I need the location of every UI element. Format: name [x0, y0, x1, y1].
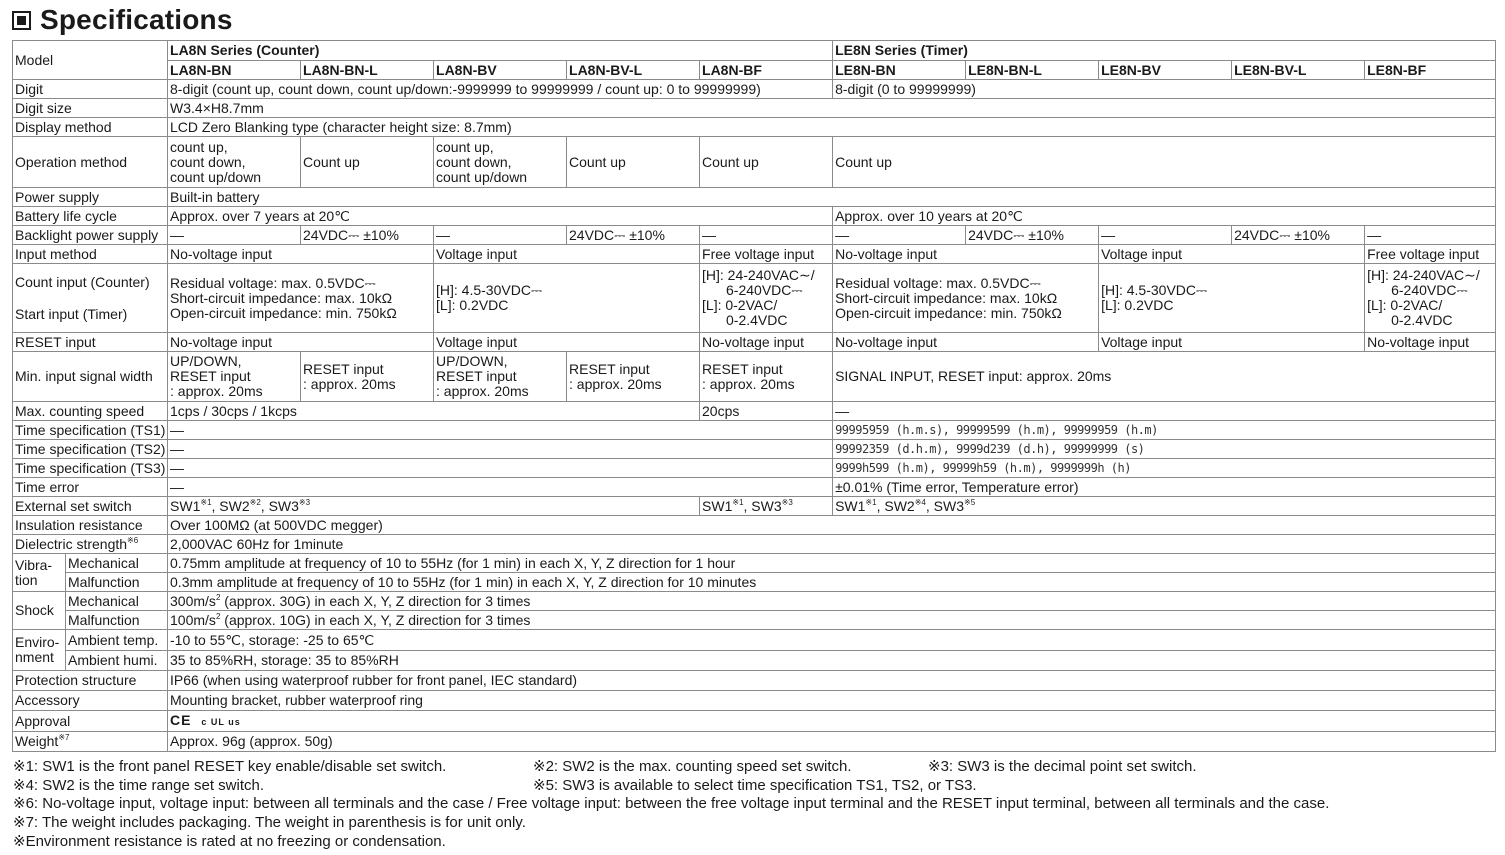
cell-value: [434, 264, 700, 333]
note-mark: ※6: [127, 535, 139, 545]
cell-value: —: [1365, 226, 1496, 245]
cell-line: count down,: [170, 153, 246, 170]
cell-value: —: [168, 440, 833, 459]
cell-line: 0-2.4VDC: [726, 312, 788, 328]
square-bullet-icon: [12, 11, 31, 30]
table-row: [13, 80, 1496, 99]
cell-value: 99992359 (d.h.m), 9999d239 (d.h), 99999999 (s): [833, 440, 1496, 459]
page-title: Specifications: [40, 4, 233, 35]
cell-line: [L]: 0.2VDC: [436, 297, 509, 313]
table-row: [13, 497, 1496, 516]
cell-value: Count up: [301, 137, 434, 188]
table-row: [13, 732, 1496, 752]
cell-value: Count up: [700, 137, 833, 188]
ul-mark-text: c UL us: [201, 716, 241, 727]
footnote: ※6: No-voltage input, voltage input: between all terminals and the case / Free voltage input: between the free voltage input terminal and the RESET input terminal, between all terminals and the case.: [13, 795, 1330, 813]
cell-line: count up/down: [436, 168, 528, 185]
cell-value: 20cps: [700, 402, 833, 421]
cell-value: —: [168, 421, 833, 440]
table-row: [13, 711, 1496, 732]
cell-value: Built-in battery: [168, 188, 1496, 207]
row-label: Display method: [13, 118, 168, 137]
cell-line: Residual voltage: max. 0.5VDC⎓: [170, 274, 376, 291]
cell-value: [833, 264, 1099, 333]
cell-value: IP66 (when using waterproof rubber for front panel, IEC standard): [168, 671, 1496, 691]
cell-value: —: [833, 402, 1496, 421]
footnotes: [13, 758, 1493, 851]
cell-line: UP/DOWN,: [170, 353, 242, 369]
cell-value: [700, 352, 833, 402]
separator: ,: [925, 497, 934, 514]
model-name: LA8N-BV: [434, 61, 567, 80]
model-name: LE8N-BV-L: [1232, 61, 1365, 80]
cell-value: [567, 352, 700, 402]
table-row: [13, 207, 1496, 226]
row-label-line: Vibra-: [15, 556, 53, 573]
table-row: [13, 573, 1496, 592]
cell-line: : approx. 20ms: [702, 375, 795, 392]
cell-value: 24VDC⎓ ±10%: [966, 226, 1099, 245]
row-label: Time error: [13, 478, 168, 497]
footnote-row: [13, 758, 1493, 777]
separator: ,: [743, 497, 752, 514]
note-mark: ※1: [200, 497, 212, 507]
cell-line: : approx. 20ms: [436, 383, 529, 399]
table-row: [13, 651, 1496, 671]
cell-value: Over 100MΩ (at 500VDC megger): [168, 516, 1496, 535]
table-row: [13, 478, 1496, 497]
row-label: [13, 732, 168, 752]
cell-line: [L]: 0-2VAC/: [702, 297, 778, 313]
cell-value: 35 to 85%RH, storage: 35 to 85%RH: [168, 651, 1496, 671]
cell-value: [168, 497, 700, 516]
cell-line: count up/down: [170, 168, 262, 185]
cell-value: Approx. over 7 years at 20℃: [168, 207, 833, 226]
cell-value: No-voltage input: [833, 245, 1099, 264]
model-name: LA8N-BF: [700, 61, 833, 80]
table-row: [13, 516, 1496, 535]
cell-value: 0.3mm amplitude at frequency of 10 to 55Hz (for 1 min) in each X, Y, Z direction for 10 minutes: [168, 573, 1496, 592]
row-label: Max. counting speed: [13, 402, 168, 421]
cell-line: Open-circuit impedance: min. 750kΩ: [835, 304, 1062, 321]
cell-text: 300m/s: [170, 592, 216, 609]
model-name: LE8N-BN-L: [966, 61, 1099, 80]
model-name: LE8N-BV: [1099, 61, 1232, 80]
table-row: [13, 535, 1496, 554]
note-mark: ※1: [865, 497, 877, 507]
row-label: Time specification (TS1): [13, 421, 168, 440]
cell-line: RESET input: [436, 368, 517, 384]
cell-value: No-voltage input: [700, 333, 833, 352]
cell-value: —: [1099, 226, 1232, 245]
row-label-text: Weight: [15, 733, 59, 749]
cell-line: [H]: 4.5-30VDC⎓: [1101, 282, 1208, 298]
cell-line: Residual voltage: max. 0.5VDC⎓: [835, 274, 1041, 291]
cell-text: 100m/s: [170, 611, 216, 628]
note-mark: ※3: [781, 497, 793, 507]
cell-value: 24VDC⎓ ±10%: [301, 226, 434, 245]
table-row: [13, 41, 1496, 61]
table-row: [13, 61, 1496, 80]
cell-text: (approx. 30G) in each X, Y, Z direction for 3 times: [220, 592, 531, 609]
cell-value: —: [700, 226, 833, 245]
cell-line: [H]: 4.5-30VDC⎓: [436, 282, 543, 298]
row-label: Time specification (TS3): [13, 459, 168, 478]
row-sublabel: Malfunction: [66, 573, 168, 592]
ce-mark-logo: CE: [170, 711, 192, 728]
cell-value: —: [833, 226, 966, 245]
switch-name: SW2: [884, 497, 915, 514]
model-name: LA8N-BN: [168, 61, 301, 80]
table-row: [13, 118, 1496, 137]
table-row: [13, 630, 1496, 651]
switch-name: SW1: [170, 497, 201, 514]
cell-value: [168, 137, 301, 188]
table-row: [13, 671, 1496, 691]
cell-value: Count up: [567, 137, 700, 188]
row-label: Power supply: [13, 188, 168, 207]
cell-value: ±0.01% (Time error, Temperature error): [833, 478, 1496, 497]
note-mark: ※3: [298, 497, 311, 507]
table-row: [13, 421, 1496, 440]
cell-text: (approx. 10G) in each X, Y, Z direction for 3 times: [220, 611, 531, 628]
separator: ,: [260, 497, 269, 514]
cell-value: [1099, 264, 1365, 333]
cell-value: [434, 352, 567, 402]
cell-value: Free voltage input: [1365, 245, 1496, 264]
ul-mark-logo: [201, 712, 240, 728]
cell-line: UP/DOWN,: [436, 353, 508, 369]
row-label: Approval: [13, 711, 168, 732]
cell-value: No-voltage input: [1365, 333, 1496, 352]
note-mark: ※5: [963, 497, 976, 507]
cell-value: Voltage input: [434, 333, 700, 352]
row-label: Accessory: [13, 691, 168, 711]
cell-line: RESET input: [303, 360, 384, 377]
cell-value: Free voltage input: [700, 245, 833, 264]
row-sublabel: Mechanical: [66, 554, 168, 573]
series-timer-header: LE8N Series (Timer): [833, 41, 1496, 61]
cell-line: Short-circuit impedance: max. 10kΩ: [835, 289, 1058, 306]
footnote: ※Environment resistance is rated at no freezing or condensation.: [13, 832, 446, 850]
cell-line: 0-2.4VDC: [1391, 312, 1453, 328]
cell-line: [L]: 0.2VDC: [1101, 297, 1174, 313]
row-label: Backlight power supply: [13, 226, 168, 245]
cell-value: [168, 264, 434, 333]
note-mark: ※2: [249, 497, 261, 507]
cell-value: [168, 711, 1496, 732]
table-row: [13, 137, 1496, 188]
cell-value: Count up: [833, 137, 1496, 188]
cell-line: RESET input: [170, 368, 251, 384]
row-label-text: Dielectric strength: [15, 535, 128, 552]
cell-value: Mounting bracket, rubber waterproof ring: [168, 691, 1496, 711]
row-label: RESET input: [13, 333, 168, 352]
cell-line: [H]: 24-240VAC∼/: [1367, 267, 1480, 283]
superscript: 2: [215, 611, 221, 621]
cell-value: —: [434, 226, 567, 245]
row-sublabel: Ambient temp.: [66, 630, 168, 651]
cell-value: [700, 264, 833, 333]
model-name: LE8N-BN: [833, 61, 966, 80]
row-label: Min. input signal width: [13, 352, 168, 402]
cell-line: [L]: 0-2VAC/: [1367, 297, 1443, 313]
footnote: ※3: SW3 is the decimal point set switch.: [928, 758, 1197, 775]
row-label-line: tion: [15, 571, 38, 588]
table-row: [13, 611, 1496, 630]
switch-name: SW2: [219, 497, 250, 514]
table-row: [13, 352, 1496, 402]
cell-value: Approx. 96g (approx. 50g): [168, 732, 1496, 752]
cell-value: Voltage input: [434, 245, 700, 264]
cell-value: 2,000VAC 60Hz for 1minute: [168, 535, 1496, 554]
table-row: [13, 245, 1496, 264]
note-mark: ※4: [914, 497, 926, 507]
table-row: [13, 691, 1496, 711]
cell-value: 1cps / 30cps / 1kcps: [168, 402, 700, 421]
model-name: LE8N-BF: [1365, 61, 1496, 80]
model-name: LA8N-BV-L: [567, 61, 700, 80]
footnote: ※7: The weight includes packaging. The weight in parenthesis is for unit only.: [13, 814, 526, 832]
row-sublabel: Malfunction: [66, 611, 168, 630]
row-label: Operation method: [13, 137, 168, 188]
switch-name: SW1: [835, 497, 866, 514]
cell-line: : approx. 20ms: [303, 375, 396, 392]
cell-value: 99995959 (h.m.s), 99999599 (h.m), 99999959 (h.m): [833, 421, 1496, 440]
footnote: ※1: SW1 is the front panel RESET key enable/disable set switch.: [13, 758, 447, 775]
table-row: [13, 592, 1496, 611]
footnote: ※4: SW2 is the time range set switch.: [13, 776, 264, 794]
cell-value: W3.4×H8.7mm: [168, 99, 1496, 118]
row-label-line: nment: [15, 649, 54, 665]
cell-value: No-voltage input: [168, 245, 434, 264]
cell-line: count up,: [170, 138, 228, 155]
row-label: Digit size: [13, 99, 168, 118]
cell-value: [434, 137, 567, 188]
table-row: [13, 99, 1496, 118]
separator: ,: [876, 497, 885, 514]
cell-value: [168, 352, 301, 402]
row-label: Protection structure: [13, 671, 168, 691]
spacer: [15, 290, 165, 307]
switch-name: SW3: [268, 497, 299, 514]
row-label-line: Start input (Timer): [15, 305, 128, 322]
footnote-row: [13, 833, 1493, 852]
cell-value: LCD Zero Blanking type (character height size: 8.7mm): [168, 118, 1496, 137]
table-row: [13, 264, 1496, 333]
series-counter-header: LA8N Series (Counter): [168, 41, 833, 61]
row-label: Digit: [13, 80, 168, 99]
cell-value: [700, 497, 833, 516]
note-mark: ※7: [58, 733, 70, 742]
cell-value: Voltage input: [1099, 333, 1365, 352]
cell-value: [168, 611, 1496, 630]
cell-line: count down,: [436, 153, 512, 170]
table-row: [13, 459, 1496, 478]
cell-value: 0.75mm amplitude at frequency of 10 to 55Hz (for 1 min) in each X, Y, Z direction for 1 hour: [168, 554, 1496, 573]
cell-value: 8-digit (0 to 99999999): [833, 80, 1496, 99]
row-label-line: Enviro-: [15, 634, 60, 650]
footnote: ※2: SW2 is the max. counting speed set switch.: [533, 758, 852, 775]
table-row: [13, 440, 1496, 459]
specifications-table: [12, 40, 1496, 752]
row-sublabel: Mechanical: [66, 592, 168, 611]
cell-value: [1365, 264, 1496, 333]
switch-name: SW1: [702, 497, 733, 514]
row-label: Time specification (TS2): [13, 440, 168, 459]
row-group-label: [13, 554, 66, 592]
cell-value: SIGNAL INPUT, RESET input: approx. 20ms: [833, 352, 1496, 402]
section-header: [12, 2, 233, 38]
cell-line: 6-240VDC⎓: [726, 282, 803, 298]
table-row: [13, 402, 1496, 421]
table-row: [13, 554, 1496, 573]
note-mark: ※1: [732, 497, 744, 507]
cell-value: [168, 592, 1496, 611]
cell-value: 24VDC⎓ ±10%: [567, 226, 700, 245]
cell-line: RESET input: [702, 360, 783, 377]
cell-value: No-voltage input: [168, 333, 434, 352]
table-row: [13, 226, 1496, 245]
cell-line: RESET input: [569, 360, 650, 377]
cell-value: —: [168, 478, 833, 497]
separator: ,: [211, 497, 220, 514]
cell-line: [H]: 24-240VAC∼/: [702, 267, 815, 283]
cell-value: [301, 352, 434, 402]
cell-line: Open-circuit impedance: min. 750kΩ: [170, 304, 397, 321]
row-label: Input method: [13, 245, 168, 264]
row-label-line: Count input (Counter): [15, 273, 150, 290]
table-row: [13, 188, 1496, 207]
row-group-label: [13, 630, 66, 671]
row-label: [13, 264, 168, 333]
footnote: ※5: SW3 is available to select time specification TS1, TS2, or TS3.: [533, 776, 977, 794]
cell-line: count up,: [436, 138, 494, 155]
superscript: 2: [215, 592, 221, 602]
cell-value: [833, 497, 1496, 516]
cell-line: 6-240VDC⎓: [1391, 282, 1468, 298]
footnote-row: [13, 777, 1493, 796]
cell-line: : approx. 20ms: [569, 375, 662, 392]
switch-name: SW3: [933, 497, 964, 514]
row-sublabel: Ambient humi.: [66, 651, 168, 671]
row-label: Insulation resistance: [13, 516, 168, 535]
row-label: External set switch: [13, 497, 168, 516]
cell-value: -10 to 55℃, storage: -25 to 65℃: [168, 630, 1496, 651]
cell-line: : approx. 20ms: [170, 383, 263, 399]
footnote-row: [13, 814, 1493, 833]
cell-value: No-voltage input: [833, 333, 1099, 352]
cell-value: 24VDC⎓ ±10%: [1232, 226, 1365, 245]
cell-value: Voltage input: [1099, 245, 1365, 264]
switch-name: SW3: [751, 497, 782, 514]
table-row: [13, 333, 1496, 352]
footnote-row: [13, 795, 1493, 814]
cell-value: Approx. over 10 years at 20℃: [833, 207, 1496, 226]
row-group-label: Shock: [13, 592, 66, 630]
row-label: Model: [13, 41, 168, 80]
model-name: LA8N-BN-L: [301, 61, 434, 80]
cell-value: 9999h599 (h.m), 99999h59 (h.m), 9999999h (h): [833, 459, 1496, 478]
row-label: [13, 535, 168, 554]
cell-value: 8-digit (count up, count down, count up/down:-9999999 to 99999999 / count up: 0 to 99999999): [168, 80, 833, 99]
row-label: Battery life cycle: [13, 207, 168, 226]
cell-value: —: [168, 459, 833, 478]
cell-value: —: [168, 226, 301, 245]
cell-line: Short-circuit impedance: max. 10kΩ: [170, 289, 393, 306]
